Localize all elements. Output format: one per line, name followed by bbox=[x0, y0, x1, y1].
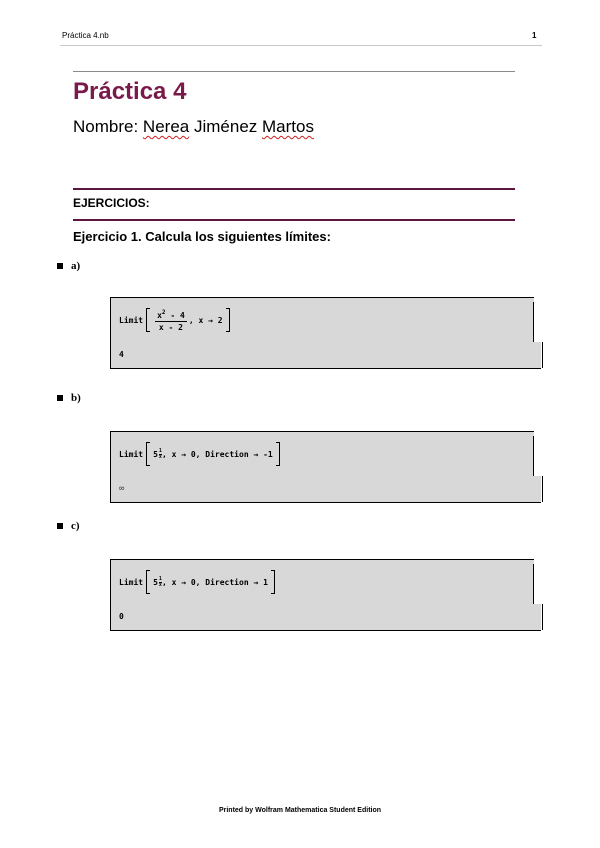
power-base: 5 bbox=[153, 577, 158, 587]
open-bracket bbox=[146, 308, 150, 332]
cell-group-bullet-icon bbox=[57, 523, 63, 529]
exponent-numerator: 1 bbox=[158, 575, 162, 582]
author-middle-name: Jiménez bbox=[193, 117, 258, 136]
output-value: 0 bbox=[119, 612, 124, 621]
input-cell[interactable] bbox=[110, 431, 534, 476]
input-cell[interactable] bbox=[110, 297, 534, 342]
section-divider-bottom bbox=[73, 219, 515, 221]
output-cell[interactable] bbox=[110, 604, 541, 631]
function-name: Limit bbox=[119, 449, 144, 459]
author-last-name: Martos bbox=[262, 117, 314, 136]
header-page-number: 1 bbox=[532, 31, 537, 40]
part-b-header[interactable] bbox=[57, 392, 81, 404]
header-filename: Práctica 4.nb bbox=[62, 31, 109, 40]
fraction-numerator-base: x bbox=[157, 310, 162, 320]
exercise-title: Ejercicio 1. Calcula los siguientes límites: bbox=[73, 229, 331, 244]
part-a-cell bbox=[110, 297, 542, 369]
close-bracket bbox=[276, 442, 280, 466]
part-a-header[interactable] bbox=[57, 260, 80, 272]
notebook-title: Práctica 4 bbox=[73, 78, 187, 105]
function-name: Limit bbox=[119, 315, 144, 325]
open-bracket bbox=[146, 442, 150, 466]
author-label: Nombre: bbox=[73, 117, 139, 136]
cell-group-bullet-icon bbox=[57, 263, 63, 269]
fraction-denominator: x - 2 bbox=[158, 322, 183, 332]
part-label: a) bbox=[71, 260, 81, 272]
author-first-name: Nerea bbox=[142, 117, 190, 136]
section-title: EJERCICIOS: bbox=[73, 196, 150, 210]
part-label: b) bbox=[71, 392, 81, 404]
limit-arguments: , x → 0, Direction → 1 bbox=[161, 577, 268, 587]
exponent-denominator: x bbox=[158, 581, 162, 588]
cell-group-bullet-icon bbox=[57, 395, 63, 401]
section-divider-top bbox=[73, 188, 515, 190]
function-name: Limit bbox=[119, 577, 144, 587]
close-bracket bbox=[271, 570, 275, 594]
limit-arguments: , x → 0, Direction → -1 bbox=[161, 449, 273, 459]
author-line bbox=[73, 117, 314, 137]
open-bracket bbox=[146, 570, 150, 594]
output-cell[interactable] bbox=[110, 476, 541, 503]
part-b-cell bbox=[110, 431, 542, 503]
page-footer: Printed by Wolfram Mathematica Student Edition bbox=[218, 807, 382, 814]
output-value: 4 bbox=[119, 350, 124, 359]
part-c-header[interactable] bbox=[57, 520, 80, 532]
part-c-cell bbox=[110, 559, 542, 631]
fraction-numerator-rest: - 4 bbox=[165, 310, 185, 320]
fraction bbox=[155, 309, 187, 332]
exponent-denominator: x bbox=[158, 453, 162, 460]
limit-arguments: , x → 2 bbox=[188, 315, 223, 325]
close-bracket bbox=[226, 308, 230, 332]
output-cell[interactable] bbox=[110, 342, 541, 369]
input-cell[interactable] bbox=[110, 559, 534, 604]
header-divider bbox=[60, 45, 542, 46]
part-label: c) bbox=[71, 520, 80, 532]
power-base: 5 bbox=[153, 449, 158, 459]
exponent-numerator: 1 bbox=[158, 447, 162, 454]
output-value: ∞ bbox=[119, 484, 125, 494]
fraction-numerator-exponent: 2 bbox=[161, 308, 166, 316]
title-divider bbox=[73, 71, 515, 72]
